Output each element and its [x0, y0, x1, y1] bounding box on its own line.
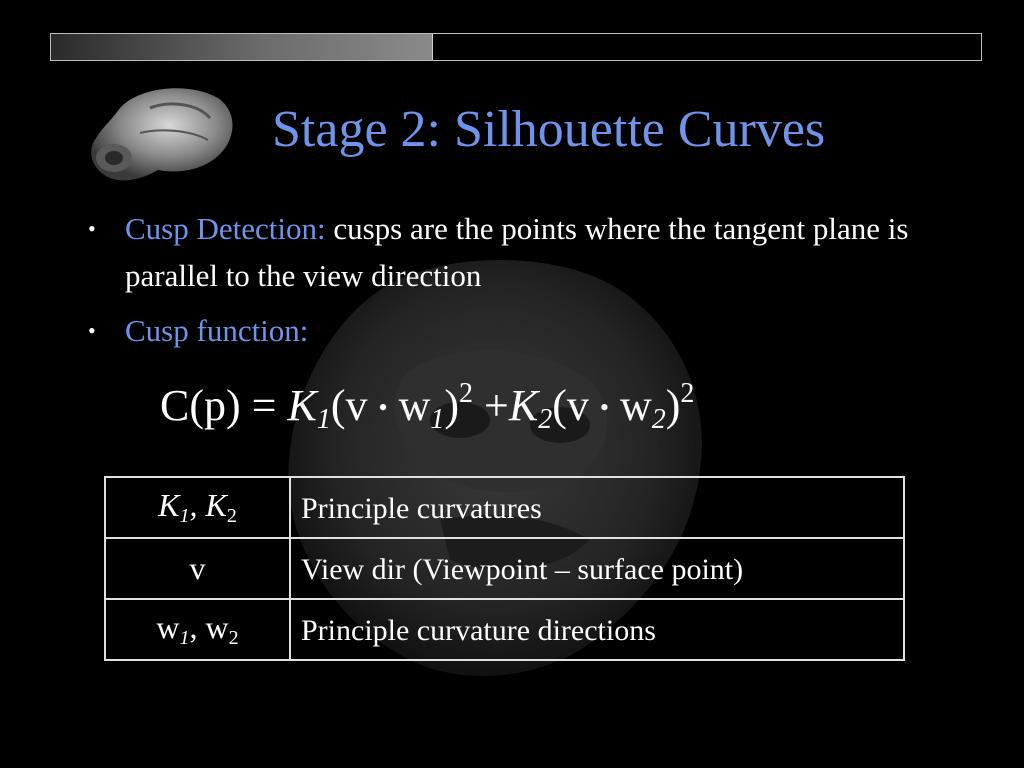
formula-k2-sub: 2 — [538, 404, 553, 435]
cusp-formula — [160, 378, 694, 436]
slide-title: Stage 2: Silhouette Curves — [272, 101, 826, 158]
formula-k1-sub: 1 — [316, 404, 331, 435]
table-row — [105, 599, 904, 660]
symbol-cell: v — [105, 538, 290, 599]
formula-sq-2: 2 — [680, 378, 695, 409]
symbol-cell — [105, 599, 290, 660]
bullet-dot-icon: • — [88, 216, 96, 241]
description-cell: Principle curvature directions — [290, 599, 904, 660]
formula-w2: w — [608, 381, 652, 430]
symbol-k1: K — [158, 487, 180, 523]
formula-w1-sub: 1 — [430, 404, 445, 435]
bullet-item — [88, 307, 968, 354]
table-row — [105, 477, 904, 538]
formula-k1: K — [287, 381, 317, 430]
description-cell: Principle curvatures — [290, 477, 904, 538]
bullet-label: Cusp function: — [125, 313, 309, 348]
formula-w2-sub: 2 — [651, 404, 666, 435]
bullet-item — [88, 205, 968, 299]
description-cell: View dir (Viewpoint – surface point) — [290, 538, 904, 599]
formula-lhs: C(p) = — [160, 381, 288, 430]
symbol-sep: , — [189, 609, 206, 645]
formula-sq-1: 2 — [459, 378, 474, 409]
formula-dot-2: • — [599, 393, 609, 422]
symbol-w2-sub: 2 — [228, 627, 239, 649]
header-bar-fill — [51, 34, 433, 60]
symbol-w2: w — [205, 609, 229, 645]
formula-plus: + — [473, 381, 509, 430]
formula-w1: w — [387, 381, 431, 430]
symbol-w1-sub: 1 — [179, 627, 190, 649]
definitions-table — [104, 476, 905, 661]
formula-close-1: ) — [444, 381, 460, 430]
header-bar — [50, 33, 982, 61]
symbol-cell — [105, 477, 290, 538]
table-row — [105, 538, 904, 599]
symbol-w1: w — [156, 609, 180, 645]
bullet-label: Cusp Detection: — [125, 211, 326, 246]
bullet-dot-icon: • — [88, 318, 96, 343]
sculpture-thumbnail-icon — [80, 78, 240, 190]
bullet-list — [88, 205, 968, 362]
formula-k2: K — [508, 381, 539, 430]
header-bar-empty — [433, 34, 981, 60]
symbol-sep: , — [189, 487, 206, 523]
formula-close-2: ) — [665, 381, 681, 430]
formula-open-v: (v — [330, 381, 379, 430]
symbol-k2-sub: 2 — [226, 505, 237, 527]
symbol-k1-sub: 1 — [179, 505, 190, 527]
formula-dot: • — [378, 393, 388, 422]
symbol-k2: K — [205, 487, 227, 523]
bullet-text: cusps are the points where the tangent plane is parallel to the view direction — [125, 211, 909, 293]
formula-open-v2: (v — [552, 381, 600, 430]
